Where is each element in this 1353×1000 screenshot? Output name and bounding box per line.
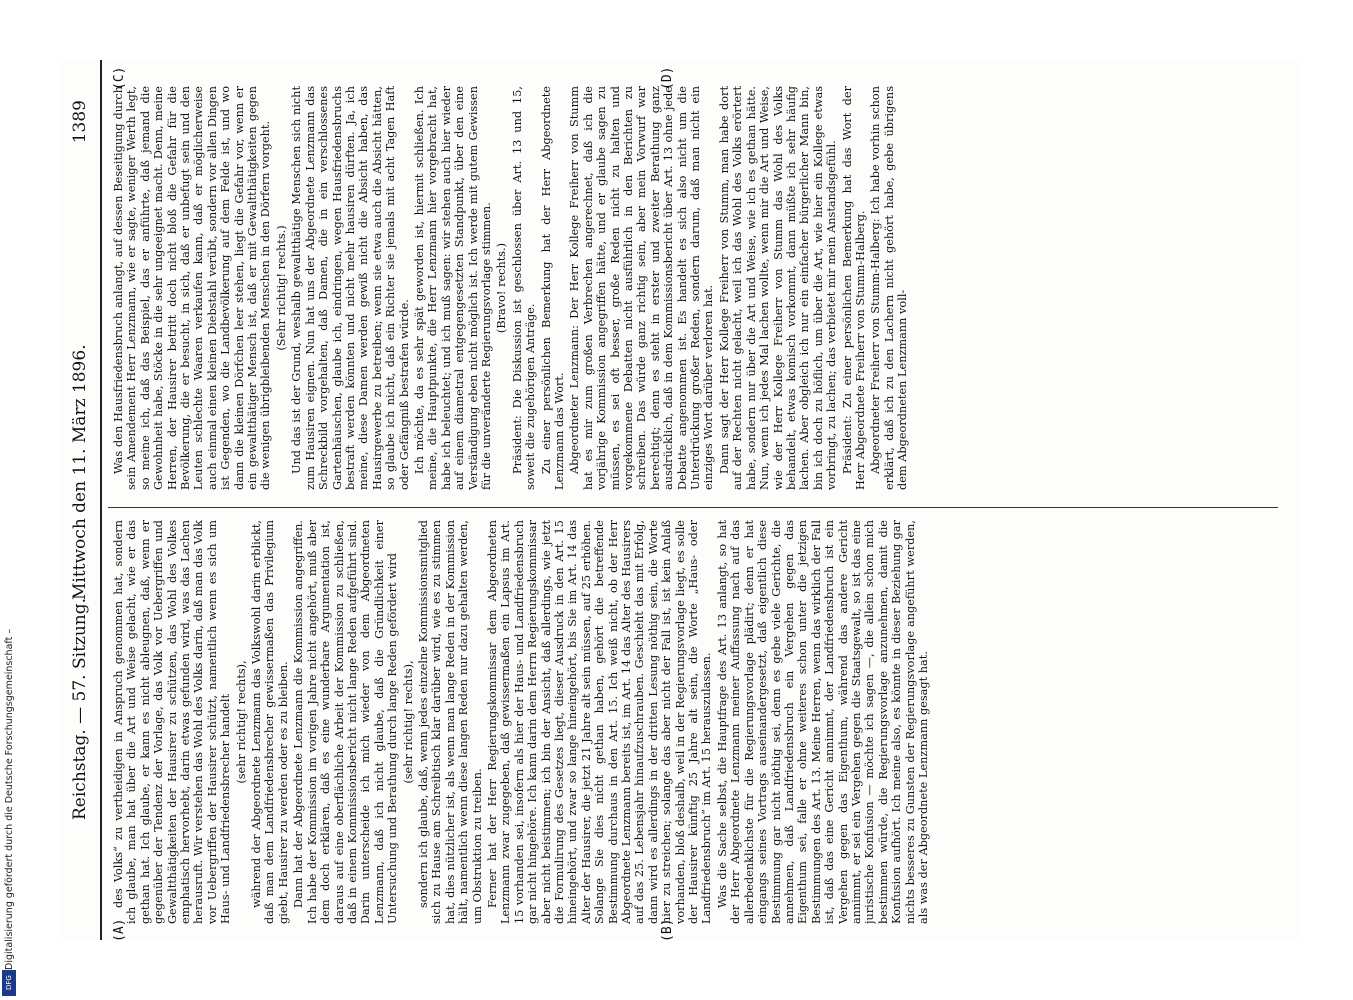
margin-mark-d: (D) [660,66,675,90]
paragraph: Präsident: Die Diskussion ist geschlossen über Art. 13 und 15, soweit die zugehörigen Anträge. [510,86,538,490]
paragraph: Was den Hausfriedensbruch anlangt, auf dessen Beseitigung durch sein Amendement Herr Lenzmann, wie er sagte, weniger Werth legt, so meine ich, daß das Beispiel, das er anführte, daß jemand die Gewohnheit habe, Stöcke in die sehr ungeeignet macht. Denn, meine Herren, der Hausirer betritt doch nicht bloß die Gefahr für die Bevölkerung, die er besucht, in sich, daß er unbefugt sein und den Leuten schlechte Waaren verkaufen kann, daß er möglicherweise auch einmal einen kleinen Diebstahl verübt, sondern vor allen Dingen ist Gegenden, wo die Landbevölkerung auf dem Felde ist, und wo dann die kleinen Dörfchen leer stehen, liegt die Gefahr vor, wenn er ein gewaltthätiger Mensch ist, daß er mit Gewaltthätigkeiten gegen die wenigen übrigbleibenden Menschen in den Dörfern vorgeht. [112,86,273,490]
dfg-logo-icon: DFG [2,970,16,996]
margin-mark-b: (B) [660,918,675,942]
paragraph: Dann hat der Abgeordnete Lenzmann die Kommission angegriffen. Ich habe der Kommission im vorigen Jahre nicht angehört, muß aber dem doch erklären, daß es eine wunderbare Argumentation ist, daraus auf eine oberflächliche Arbeit der Kommission zu schließen, daß in einem Kommissionsbericht nicht lange Reden aufgeführt sind. Darin unterscheide ich mich wieder von dem Abgeordneten Lenzmann, daß ich nicht glaube, daß die Gründlichkeit einer Untersuchung und Berathung durch lange Reden gefördert wird [292,520,400,924]
margin-mark-a: (A) [112,918,127,942]
margin-mark-c: (C) [112,66,127,90]
rotated-page-content [60,60,1300,940]
digitization-credit: Digitalisierung gefördert durch die Deutsche Forschungsgemeinschaft – [4,628,15,970]
header-left: Reichstag. — 57. Sitzung. [70,597,90,820]
scanned-page [60,60,1300,940]
page-number: 1389 [70,100,90,144]
paragraph: Und das ist der Grund, weshalb gewaltthätige Menschen sich nicht zum Hausiren eignen. Nun hat uns der Abgeordnete Lenzmann das Schreckbild vorgehalten, daß Damen, die in ein verschlossenes Gartenhäuschen, glaube ich, eindringen, wegen Hausfriedensbruchs bestraft werden könnten und nicht mehr hausiren dürften. Ja, ich meine, diese Damen werden gewiß nicht die Absicht haben, das Hausirgewerbe zu betreiben; wenn sie etwa auch die Absicht hätten, so glaube ich nicht, daß ein Richter sie jemals mit acht Tagen Haft oder Gefängniß bestrafen würde. [290,86,411,490]
column-divider [108,507,1278,508]
header-date: Mittwoch den 11. März 1896. [70,344,90,600]
paragraph: Zu einer persönlichen Bemerkung hat der Herr Abgeordnete Lenzmann das Wort. [539,86,566,490]
interjection: (sehr richtig! rechts), [401,660,415,784]
text-column-right [112,86,1262,490]
paragraph: Abgeordneter Freiherr von Stumm-Halberg: Ich habe vorhin schon erklärt, daß ich zu den Lachern nicht gehört habe, gebe übrigens dem Abgeordneten Lenzmann voll- [869,86,910,490]
paragraph: während der Abgeordnete Lenzmann das Volkswohl darin erblickt, daß man dem Landfriedensbrecher gewissermaßen das Privilegium giebt, Hausirer zu werden oder es zu bleiben. [250,520,290,924]
paragraph: Ich möchte, da es sehr spät geworden ist, hiermit schließen. Ich meine, die Hauptpunkte, die Herr Lenzmann hier vorgebracht hat, habe ich beleuchtet; und ich muß sagen: wir stehen auch hier wieder auf einem diametral entgegengesetzten Standpunkt, über den eine Verständigung eben nicht möglich ist. Ich werde mit gutem Gewissen für die unveränderte Regierungsvorlage stimmen. [412,86,493,490]
interjection: (sehr richtig! rechts), [234,660,248,784]
paragraph: Abgeordneter Lenzmann: Der Herr Kollege Freiherr von Stumm hat es mir zum großen Verbrechen angerechnet, daß ich die vorjährige Kommission angegriffen hätte, und er glaube sagen zu müssen, es sei oft besser, große Reden nicht zu halten und vorgekommene Debatten nicht ausführlich in den Berichten zu schreiben. Das würde ganz richtig sein, aber mein Vorwurf war berechtigt; denn es steht in erster und zweiter Berathung ganz ausdrücklich, daß in dem Kommissionsbericht über Art. 13 ohne jede Debatte angenommen ist. Es handelt es sich also nicht um die Unterdrückung großer Reden, sondern darum, daß man nicht ein einziges Wort darüber verloren hat. [568,86,716,490]
paragraph: Dann sagt der Herr Kollege Freiherr von Stumm, man habe dort auf der Rechten nicht gelacht, weil ich das Wohl des Volks erörtert habe, sondern nur über die Art und Weise, wie ich es gethan hätte. Nun, wenn ich jedes Mal lachen wollte, wenn mir die Art und Weise, wie der Herr Kollege Freiherr von Stumm das Wohl des Volks behandelt, etwas komisch vorkommt, dann müßte ich sehr häufig lachen. Aber obgleich ich nur ein einfacher bürgerlicher Mann bin, bin ich doch zu höflich, um über die Art, wie hier ein Kollege etwas vorbringt, zu lachen; das verbietet mir mein Anstandsgefühl. [717,86,839,490]
interjection: (Bravo! rechts.) [495,242,509,334]
paragraph: Präsident: Zu einer persönlichen Bemerkung hat das Wort der Herr Abgeordnete Freiherr von Stumm-Halberg. [840,86,867,490]
page-header [60,60,102,940]
text-column-left [112,520,1262,924]
interjection: (Sehr richtig! rechts.) [274,225,288,351]
paragraph: Ferner hat der Herr Regierungskommissar dem Abgeordneten Lenzmann zwar zugegeben, daß gewissermaßen ein Lapsus im Art. 15 vorhanden sei, insofern als hier der Haus- und Landfriedensbruch gar nicht hingehöre. Ich kann darin dem Herrn Regierungskommissar aber nicht beistimmen; ich bin der Ansicht, daß allerdings, wie jetzt die Formulirung des Gesetzes liegt, dieser Ausdruck in den Art. 15 hineingehört, und zwar so lange hineingehört, bis Sie im Art. 14 das Alter der Hausirer, die jetzt 21 Jahre alt sein müssen, auf 25 erhöhen. Solange Sie dies nicht gethan haben, gehört die betreffende Bestimmung durchaus in den Art. 15. Ich weiß nicht, ob der Herr Abgeordnete Lenzmann bereits ist, im Art. 14 das Alter des Hausirers auf das 25. Lebensjahr hinaufzuschrauben. Geschieht das mit Erfolg, dann wird es allerdings in der dritten Lesung nöthig sein, die Worte hier zu streichen; solange das aber nicht der Fall ist, ist kein Anlaß vorhanden, bloß deshalb, weil in der Regierungsvorlage liegt, es solle der Hausirer künftig 25 Jahre alt sein, die Worte „Haus- oder Landfriedensbruch“ im Art. 15 herauszulassen. [485,520,714,924]
paragraph: sondern ich glaube, daß, wenn jedes einzelne Kommissionsmitglied sich zu Hause am Schreibtisch klar darüber wird, wie es zu stimmen hat, dies nützlicher ist, als wenn man lange Reden in der Kommission hält, namentlich wenn diese langen Reden nur dazu gehalten werden, um Obstruktion zu treiben. [416,520,484,924]
paragraph: des Volks“ zu vertheidigen in Anspruch genommen hat, sondern ich glaube, man hat über die Art und Weise gelacht, wie er das gethan hat. Ich glaube, er kann es nicht ableugnen, daß, wenn er gegenüber der Tendenz der Vorlage, das Volk vor Uebergriffen und Gewaltthätigkeiten der Hausirer zu schützen, das Wohl des Volkes emphatisch hervorhebt, darin etwas gefunden wird, was das Lachen herausruft. Wir verstehen das Wohl des Volks darin, daß man das Volk vor Uebergriffen der Hausirer schützt, namentlich wenn es sich um Haus- und Landfriedensbrecher handelt [112,520,233,924]
paragraph: Was die Sache selbst, die Hauptfrage des Art. 13 anlangt, so hat der Herr Abgeordnete Lenzmann meiner Auffassung nach auf das allerbedenklichste für die Regierungsvorlage plädirt; denn er hat eingangs seines Vortrags auseinandergesetzt, daß eigentlich diese Bestimmung gar nicht nöthig sei, denn es gebe viele Gerichte, die annehmen, daß Landfriedensbruch ein Vergehen gegen das Eigenthum sei, falle er ohne weiteres schon unter die jetzigen Bestimmungen des Art. 13. Meine Herren, wenn das wirklich der Fall ist, daß das eine Gericht annimmt, der Landfriedensbruch ist ein Vergehen gegen das Eigenthum, während das andere Gericht annimmt, er sei ein Vergehen gegen die Staatsgewalt, so ist das eine juristische Konfusion — möchte ich sagen —, die allein schon mich bestimmen würde, die Regierungsvorlage anzunehmen, damit die Konfusion aufhört. Ich meine also, es könnte in dieser Beziehung gar nichts besseres zu Gunsten der Regierungsvorlage angeführt werden, als was der Abgeordnete Lenzmann gesagt hat. [715,520,930,924]
